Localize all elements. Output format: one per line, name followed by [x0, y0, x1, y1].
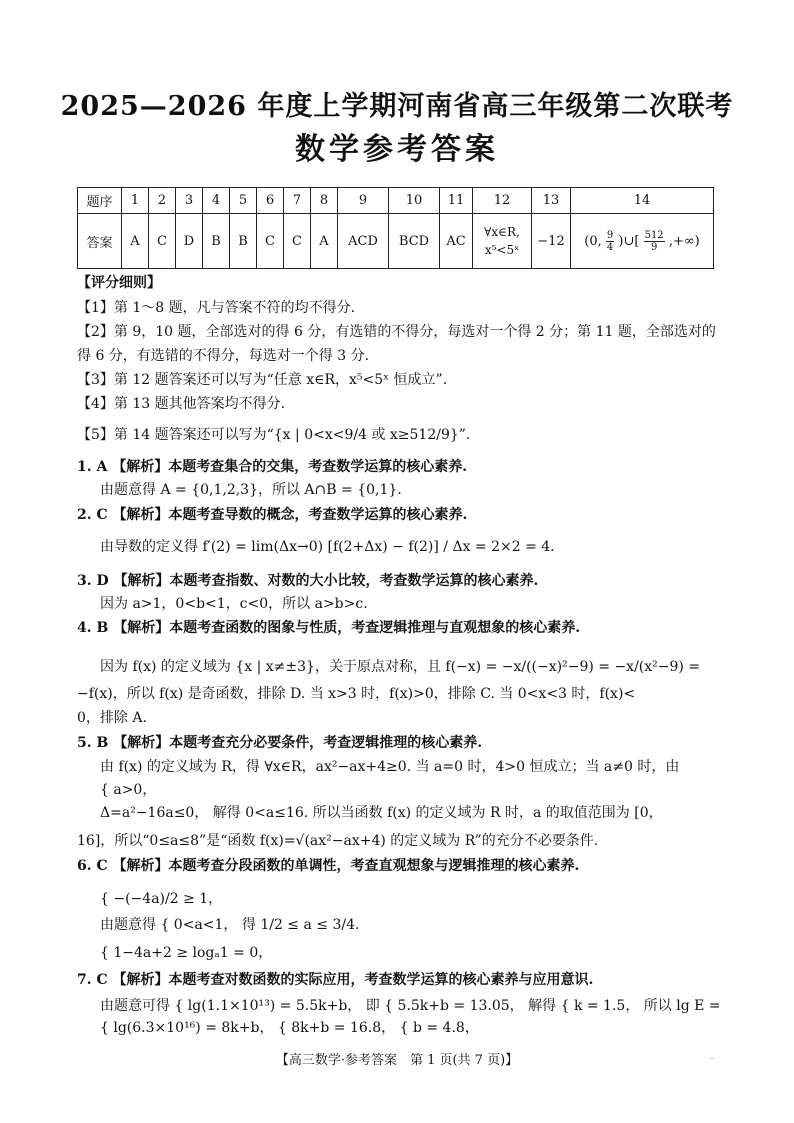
answer-cell: A [311, 214, 338, 269]
solution-line: { 1−4a+2 ≥ logₐ1 = 0， [100, 945, 273, 961]
solution-line: 由题意可得 { lg(1.1×10¹³) = 5.5k+b， 即 { 5.5k+b = 13.05， 解得 { k = 1.5， 所以 lg E = [100, 998, 721, 1014]
solution-line: 0，排除 A. [77, 710, 147, 726]
answer-cell: ACD [338, 214, 389, 269]
fraction-numerator: 512 [644, 229, 664, 241]
scoring-item: 【5】第 14 题答案还可以写为“{x | 0<x<9/4 或 x≥512/9}”. [77, 427, 471, 443]
solution-line: { −(−4a)/2 ≥ 1， [100, 891, 223, 907]
row-label: 答案 [78, 214, 122, 269]
solution-heading: 4. B 【解析】本题考查函数的图象与性质，考查逻辑推理与直观想象的核心素养. [77, 620, 581, 636]
scoring-heading: 【评分细则】 [77, 275, 161, 291]
scoring-item: 得 6 分，有选错的不得分，每选对一个得 3 分. [77, 348, 370, 364]
question-number: 11 [440, 188, 473, 214]
solution-heading: 7. C 【解析】本题考查对数函数的实际应用，考查数学运算的核心素养与应用意识. [77, 972, 594, 988]
q14-open: (0, [584, 233, 602, 249]
question-number: 10 [389, 188, 440, 214]
q12-line1: ∀x∈R, [484, 225, 520, 239]
solution-line: 16]，所以“0≤a≤8”是“函数 f(x)=√(ax²−ax+4) 的定义域为 R”的充分不必要条件. [77, 833, 599, 849]
scoring-item: 【3】第 12 题答案还可以写为“任意 x∈R，x⁵<5ˣ 恒成立”. [77, 372, 448, 388]
scoring-item: 【4】第 13 题其他答案均不得分. [77, 396, 286, 412]
solution-line: { a>0， [100, 782, 157, 798]
question-number: 2 [149, 188, 176, 214]
scoring-item: 【2】第 9，10 题，全部选对的得 6 分，有选错的不得分，每选对一个得 2 分；第 11 题，全部选对的 [77, 324, 716, 340]
solution-line: 由 f(x) 的定义域为 R，得 ∀x∈R，ax²−ax+4≥0. 当 a=0 时，4>0 恒成立；当 a≠0 时，由 [100, 759, 680, 775]
document-title: 数学参考答案 [295, 132, 499, 167]
solution-line: 由题意得 A = {0,1,2,3}，所以 A∩B = {0,1}. [100, 482, 402, 498]
q12-line2: x⁵<5ˣ [484, 243, 520, 257]
q14-close: ,+∞) [668, 233, 700, 249]
solution-line: Δ=a²−16a≤0， 解得 0<a≤16. 所以当函数 f(x) 的定义域为 R 时，a 的取值范围为 [0， [100, 805, 663, 821]
page-mark: _ [710, 1050, 714, 1059]
answer-cell: BCD [389, 214, 440, 269]
scoring-item: 【1】第 1～8 题，凡与答案不符的均不得分. [77, 300, 356, 316]
question-number: 13 [532, 188, 571, 214]
question-number: 9 [338, 188, 389, 214]
answer-cell: A [122, 214, 149, 269]
exam-title: 2025—2026 年度上学期河南省高三年级第二次联考 [60, 91, 734, 122]
question-number-row [78, 188, 714, 214]
row-label: 题序 [78, 188, 122, 214]
q14-fraction-1 [606, 230, 614, 253]
answer-table [77, 187, 714, 269]
fraction-numerator: 9 [606, 229, 614, 241]
answer-cell: −12 [532, 214, 571, 269]
answer-cell-q12 [473, 214, 532, 269]
solution-heading: 3. D 【解析】本题考查指数、对数的大小比较，考查数学运算的核心素养. [77, 573, 539, 589]
solution-line: 因为 f(x) 的定义域为 {x | x≠±3}，关于原点对称，且 f(−x) = −x/((−x)²−9) = −x/(x²−9) = [100, 659, 701, 675]
question-number: 12 [473, 188, 532, 214]
q14-fraction-2 [644, 230, 665, 253]
solution-heading: 1. A 【解析】本题考查集合的交集，考查数学运算的核心素养. [77, 459, 468, 475]
answer-cell-q14 [571, 214, 714, 269]
answer-row [78, 214, 714, 269]
solution-heading: 2. C 【解析】本题考查导数的概念，考查数学运算的核心素养. [77, 507, 468, 523]
question-number: 8 [311, 188, 338, 214]
question-number: 14 [571, 188, 714, 214]
question-number: 4 [203, 188, 230, 214]
solution-line: { lg(6.3×10¹⁶) = 8k+b， { 8k+b = 16.8， { b = 4.8， [100, 1020, 479, 1036]
solution-line: 由题意得 { 0<a<1， 得 1/2 ≤ a ≤ 3/4. [100, 917, 360, 933]
solution-heading: 6. C 【解析】本题考查分段函数的单调性，考查直观想象与逻辑推理的核心素养. [77, 858, 580, 874]
fraction-denominator: 4 [606, 241, 614, 253]
solution-heading: 5. B 【解析】本题考查充分必要条件，考查逻辑推理的核心素养. [77, 735, 483, 751]
question-number: 3 [176, 188, 203, 214]
page-footer: 【高三数学·参考答案 第 1 页(共 7 页)】 [275, 1053, 519, 1068]
solution-line: −f(x)，所以 f(x) 是奇函数，排除 D. 当 x>3 时，f(x)>0，排除 C. 当 0<x<3 时，f(x)< [77, 686, 636, 702]
answer-cell: C [257, 214, 284, 269]
answer-cell: D [176, 214, 203, 269]
answer-cell: C [284, 214, 311, 269]
question-number: 1 [122, 188, 149, 214]
answer-cell: AC [440, 214, 473, 269]
fraction-denominator: 9 [650, 241, 658, 253]
answer-cell: C [149, 214, 176, 269]
question-number: 5 [230, 188, 257, 214]
solution-line: 因为 a>1，0<b<1，c<0，所以 a>b>c. [100, 596, 368, 612]
answer-cell: B [230, 214, 257, 269]
solution-line: 由导数的定义得 f′(2) = lim(Δx→0) [f(2+Δx) − f(2)] / Δx = 2×2 = 4. [100, 539, 555, 555]
q14-union: )∪[ [618, 233, 640, 249]
answer-cell: B [203, 214, 230, 269]
question-number: 7 [284, 188, 311, 214]
question-number: 6 [257, 188, 284, 214]
